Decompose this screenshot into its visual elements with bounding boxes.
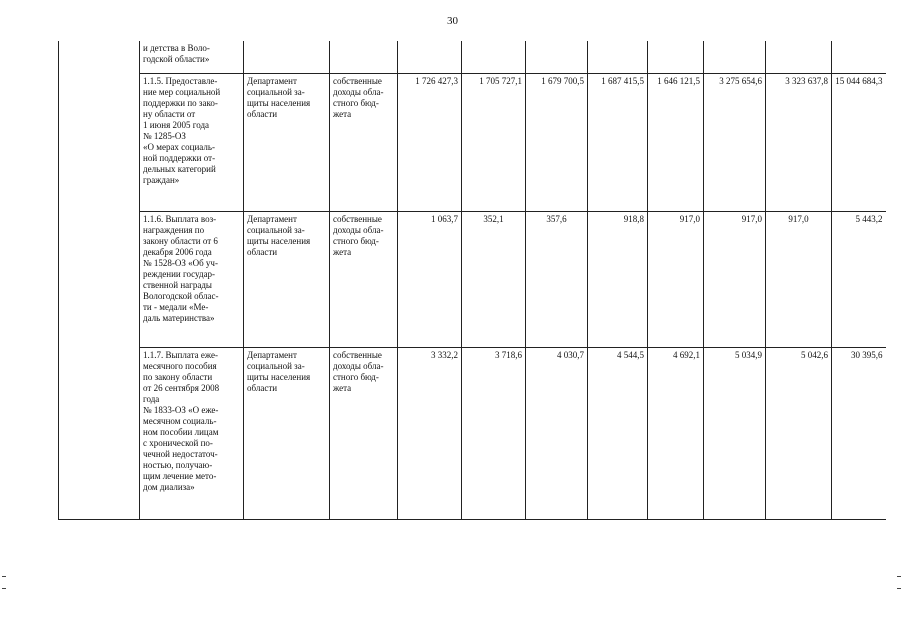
source-cell: собственные доходы обла- стного бюд- жета: [330, 347, 398, 519]
value-cell: 917,0: [704, 211, 766, 347]
blank-left-cell: [59, 41, 140, 519]
value-cell: [526, 41, 588, 73]
table-row: [59, 73, 886, 211]
source-cell: собственные доходы обла- стного бюд- жета: [330, 73, 398, 211]
table-row: [59, 347, 886, 519]
value-cell: 4 030,7: [526, 347, 588, 519]
value-cell: [766, 41, 832, 73]
source-cell: [330, 41, 398, 73]
value-cell: [832, 41, 886, 73]
value-cell: 352,1: [462, 211, 526, 347]
value-cell: 5 034,9: [704, 347, 766, 519]
program-cell: 1.1.6. Выплата воз- награждения по закону области от 6 декабря 2006 года № 1528-ОЗ «Об уч- реждении государ- ственной награды Вологодской облас- ти - медали «Ме- даль материнства»: [140, 211, 244, 347]
page-number: 30: [447, 15, 458, 27]
value-cell: 4 544,5: [588, 347, 648, 519]
source-cell: собственные доходы обла- стного бюд- жета: [330, 211, 398, 347]
budget-table: [58, 41, 886, 520]
executor-cell: Департамент социальной за- щиты населения области: [244, 73, 330, 211]
scan-mark: [2, 576, 6, 577]
executor-cell: Департамент социальной за- щиты населения области: [244, 347, 330, 519]
value-cell: 1 063,7: [398, 211, 462, 347]
value-cell: 3 332,2: [398, 347, 462, 519]
value-cell: 3 323 637,8: [766, 73, 832, 211]
value-cell: 1 646 121,5: [648, 73, 704, 211]
value-cell: 917,0: [766, 211, 832, 347]
executor-cell: [244, 41, 330, 73]
value-cell: 5 443,2: [832, 211, 886, 347]
value-cell: 1 687 415,5: [588, 73, 648, 211]
table-row: [59, 211, 886, 347]
program-cell: 1.1.7. Выплата еже- месячного пособия по закону области от 26 сентября 2008 года № 1833-ОЗ «О еже- месячном социаль- ном пособии лицам с хронической по- чечной недостаточ- ностью, получаю- щим лечение мето- дом диализа»: [140, 347, 244, 519]
scan-mark: [897, 576, 901, 577]
program-cell: 1.1.5. Предоставле- ние мер социальной поддержки по зако- ну области от 1 июня 2005 года № 1285-ОЗ «О мерах социаль- ной поддержки от- дельных категорий граждан»: [140, 73, 244, 211]
value-cell: [398, 41, 462, 73]
value-cell: 1 679 700,5: [526, 73, 588, 211]
value-cell: 5 042,6: [766, 347, 832, 519]
value-cell: 15 044 684,3: [832, 73, 886, 211]
value-cell: 3 275 654,6: [704, 73, 766, 211]
value-cell: 918,8: [588, 211, 648, 347]
value-cell: 30 395,6: [832, 347, 886, 519]
executor-cell: Департамент социальной за- щиты населения области: [244, 211, 330, 347]
value-cell: 3 718,6: [462, 347, 526, 519]
value-cell: 357,6: [526, 211, 588, 347]
scan-mark: [897, 588, 901, 589]
scan-mark: [2, 588, 6, 589]
value-cell: 4 692,1: [648, 347, 704, 519]
value-cell: [462, 41, 526, 73]
value-cell: 1 726 427,3: [398, 73, 462, 211]
table-row: [59, 41, 886, 73]
program-cell: и детства в Воло- годской области»: [140, 41, 244, 73]
value-cell: [588, 41, 648, 73]
value-cell: 1 705 727,1: [462, 73, 526, 211]
value-cell: [704, 41, 766, 73]
value-cell: [648, 41, 704, 73]
value-cell: 917,0: [648, 211, 704, 347]
